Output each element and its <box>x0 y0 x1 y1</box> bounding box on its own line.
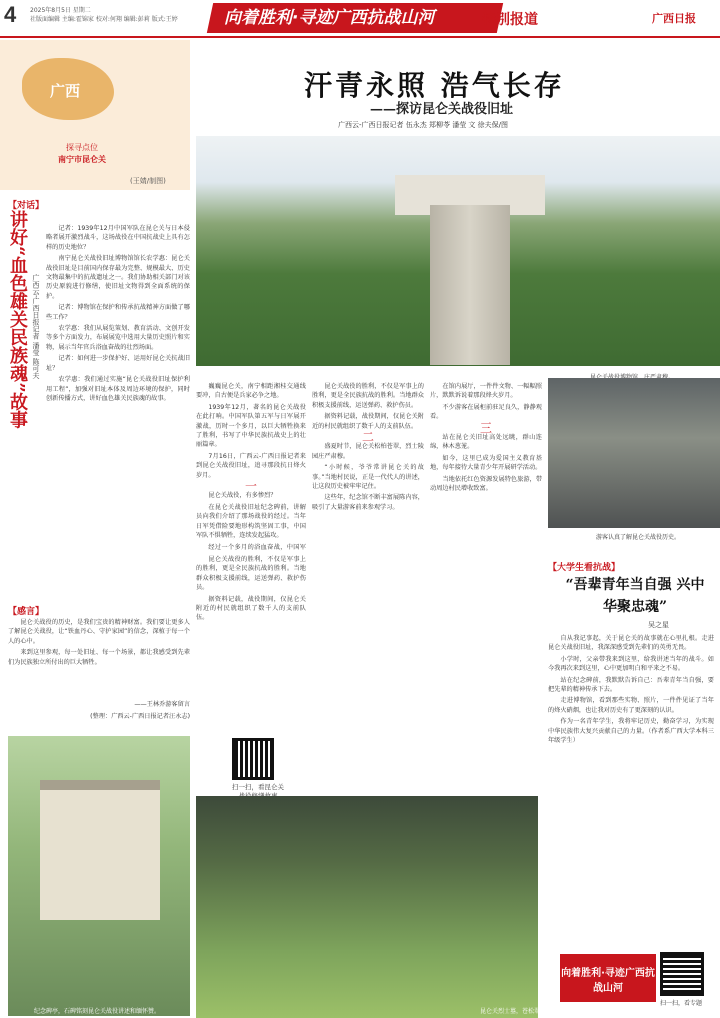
header-editor: 社版面编辑 主编:霍锦家 校对:何翔 编辑:彭莉 版式:王婷 <box>30 16 178 23</box>
article-paragraph: 盛夏时节，昆仑关松柏苍翠，烈士陵园庄严肃穆。 <box>312 443 424 460</box>
article-paragraph: 据资料记载，战役期间，仅昆仑关附近的村民就组织了数千人的支前队伍。 <box>312 413 424 430</box>
memorial-stairs <box>430 205 510 365</box>
cemetery-photo-caption: 昆仑关烈士墓，苍松翠柏。 <box>480 1008 553 1015</box>
dialogue-body <box>46 224 190 590</box>
dialogue-paragraph: 记者：1939年12月中国军队在昆仑关与日本侵略者展开激烈战斗，这场战役在中国抗战史上具有怎样的历史地位？ <box>46 225 190 251</box>
map-note: 探寻点位 <box>66 143 98 152</box>
feeling-paragraph: 昆仑关战役的历史，是我们宝贵的精神财富。我们要让更多人了解昆仑关战役，让“铁血丹心、守护家园”的信念，深植于每一个人的心中。 <box>8 619 190 645</box>
header-info <box>30 6 178 24</box>
article-paragraph: 7月16日，广西云-广西日报记者来到昆仑关战役旧址，追寻那段抗日烽火岁月。 <box>196 452 306 479</box>
article-paragraph: 这些年，纪念馆不断丰富展陈内容，吸引了大量游客前来参观学习。 <box>312 494 424 511</box>
exhibition-photo <box>548 378 720 528</box>
article-col1 <box>196 382 306 552</box>
article-paragraph: 如今，这里已成为爱国主义教育基地，每年接待大量青少年开展研学活动。 <box>430 454 542 472</box>
section-banner-text: 向着胜利·寻迹广西抗战山河 <box>224 8 435 28</box>
feeling-paragraph: 来到这里参观，每一处旧址、每一个场景，都让我感受到先辈们为民族独立所付出的巨大牺牲。 <box>8 649 190 666</box>
article-paragraph: 不少游客在展柜前驻足良久，静静观看。 <box>430 403 542 421</box>
feeling-body <box>8 618 190 698</box>
map-city: 南宁市昆仑关 <box>58 155 106 164</box>
article-paragraph: 巍巍昆仑关，南宁相距湘桂交通线要冲，自古便是兵家必争之地。 <box>196 383 306 400</box>
map-region-label: 广西 <box>50 82 81 100</box>
article-byline: 广西云-广西日报记者 伍永杰 郑柳苓 潘莹 文 徐夫保/图 <box>338 121 509 129</box>
header-date: 2025年8月5日 星期二 <box>30 7 91 14</box>
student-title: “吾辈青年当自强 兴中华聚忠魂” <box>565 577 705 615</box>
article-paragraph: 据资料记载，战役期间，仅昆仑关附近的村民就组织了数千人的支前队伍。 <box>196 595 306 622</box>
article-col1-cont <box>196 555 306 730</box>
map-credit: (王婧/制图) <box>130 177 166 185</box>
dialogue-paragraph: 记者：如何进一步保护好、运用好昆仑关抗战旧址？ <box>46 355 190 372</box>
article-paragraph: 昆仑关战役，有多惨烈？ <box>208 492 277 500</box>
qr-caption: 扫一扫，看昆仑关 <box>232 783 284 791</box>
student-paragraph: 作为一名青年学生，我将牢记历史，勤奋学习，为实现中华民族伟大复兴贡献自己的力量。（作者系广西大学本科三年级学生） <box>548 718 714 745</box>
section-number: 三 <box>479 420 492 435</box>
article-subtitle: ——探访昆仑关战役旧址 <box>370 102 514 117</box>
student-paragraph: 小学时，父亲带我来到这里，给我讲述当年的战斗。如今我再次来到这里，心中更加明白和平来之不易。 <box>548 655 714 673</box>
dialogue-byline: 广西云-广西日报记者 潘莹 陈可夫 <box>32 274 40 379</box>
pavilion-photo-caption: 纪念碑亭，石碑铭刻昆仑关战役讲述和缅怀赞。 <box>34 1008 161 1015</box>
article-paragraph: 在昆仑关战役旧址纪念碑前，讲解员向我们介绍了那场战役的经过。当年日军凭借险要地形构筑坚固工事，中国军队不惧牺牲，连续发起猛攻。 <box>196 503 306 540</box>
dialogue-paragraph: 南宁昆仑关战役旧址博物馆馆长农学惠：昆仑关战役旧址是目前国内保存最为完整、规模最大、历史文物最集中的抗战遗址之一。我们协助相关部门对该历史原貌进行修缮，使旧址文物得到全面系统的保护。 <box>46 255 190 300</box>
section-number: 一 <box>244 479 257 494</box>
dialogue-tag: 【对话】 <box>8 201 45 211</box>
dialogue-paragraph: 记者：博物馆在保护和传承抗战精神方面做了哪些工作？ <box>46 304 190 321</box>
newspaper-logo: 广西日报 <box>652 12 696 25</box>
section-number: 二 <box>361 430 374 445</box>
student-paragraph: 走进博物馆，看到那些实物、照片，一件件见证了当年的烽火硝烟，也让我对历史有了更深刻的认识。 <box>548 697 714 714</box>
special-report-label: 特别报道 <box>482 12 538 28</box>
article-paragraph: 当地依托红色资源发展特色旅游，带动周边村民增收致富。 <box>430 475 542 493</box>
cemetery-photo <box>196 796 538 1018</box>
feeling-tag: 【感言】 <box>8 607 45 617</box>
article-paragraph: 1939年12月，著名的昆仑关战役在此打响。中国军队第五军与日军展开激战，历时一个多月，以巨大牺牲换来了胜利，书写了中华民族抗战史上的壮丽篇章。 <box>196 403 306 449</box>
qr-code[interactable] <box>232 738 274 780</box>
student-paragraph: 自从我记事起，关于昆仑关的故事就在心里扎根。走进昆仑关战役旧址，我深深感受到先辈们的英勇无畏。 <box>548 635 714 652</box>
article-paragraph: “小时候，爷爷常讲昆仑关的故事。”当地村民说，正是一代代人的讲述，让这段历史被牢牢记住。 <box>312 464 424 491</box>
page-number: 4 <box>4 2 17 27</box>
topic-qr-code[interactable] <box>660 952 704 996</box>
student-paragraph: 站在纪念碑前，我默默告诉自己：吾辈青年当自强，要把先辈的精神传承下去。 <box>548 676 714 694</box>
exhibition-photo-caption: 游客认真了解昆仑关战役历史。 <box>596 534 681 541</box>
student-body <box>548 634 714 948</box>
student-tag: 【大学生看抗战】 <box>548 563 621 573</box>
student-author: 吴之星 <box>648 621 669 629</box>
article-paragraph: 站在昆仑关旧址高处远眺，群山连绵，林木葱茏。 <box>430 434 542 451</box>
dialogue-paragraph: 农学惠：我们从展览策划、教育活动、文创开发等多个方面发力，布展展览中选用大量历史照片和实物，展示当年官兵浴血奋战的壮烈场面。 <box>46 325 190 351</box>
feeling-author: ——王林乔游客留言 <box>134 701 190 708</box>
pavilion-structure <box>40 780 160 920</box>
series-badge: 向着胜利·寻迹广西抗战山河 <box>560 954 656 1002</box>
article-col2 <box>312 382 424 792</box>
article-paragraph: 经过一个多月的浴血奋战，中国军 <box>208 543 306 551</box>
article-paragraph: 在馆内展厅，一件件文物、一幅幅照片，默默诉说着那段烽火岁月。 <box>430 383 542 400</box>
article-paragraph: 昆仑关战役的胜利，不仅是军事上的胜利，更是全民族抗战的胜利。当地群众积极支援前线，运送弹药、救护伤员。 <box>312 383 424 409</box>
article-paragraph: 昆仑关战役的胜利，不仅是军事上的胜利，更是全民族抗战的胜利。当地群众积极支援前线，运送弹药、救护伤员。 <box>196 556 306 592</box>
article-title: 汗青永照 浩气长存 <box>304 69 565 102</box>
dialogue-paragraph: 农学惠：我们通过实施“昆仑关战役旧址保护利用工程”，加强对旧址本体及周边环境的保护，同时创新传播方式，讲好血色雄关民族魂的故事。 <box>46 376 190 402</box>
dialogue-title: 讲好“血色雄关民族魂”故事 <box>7 210 28 429</box>
section-banner <box>207 3 503 33</box>
article-col3 <box>430 382 542 792</box>
topic-qr-caption: 扫一扫，看专题 <box>660 1000 703 1007</box>
feeling-credit: (整理：广西云-广西日报记者汪永志) <box>90 713 190 720</box>
